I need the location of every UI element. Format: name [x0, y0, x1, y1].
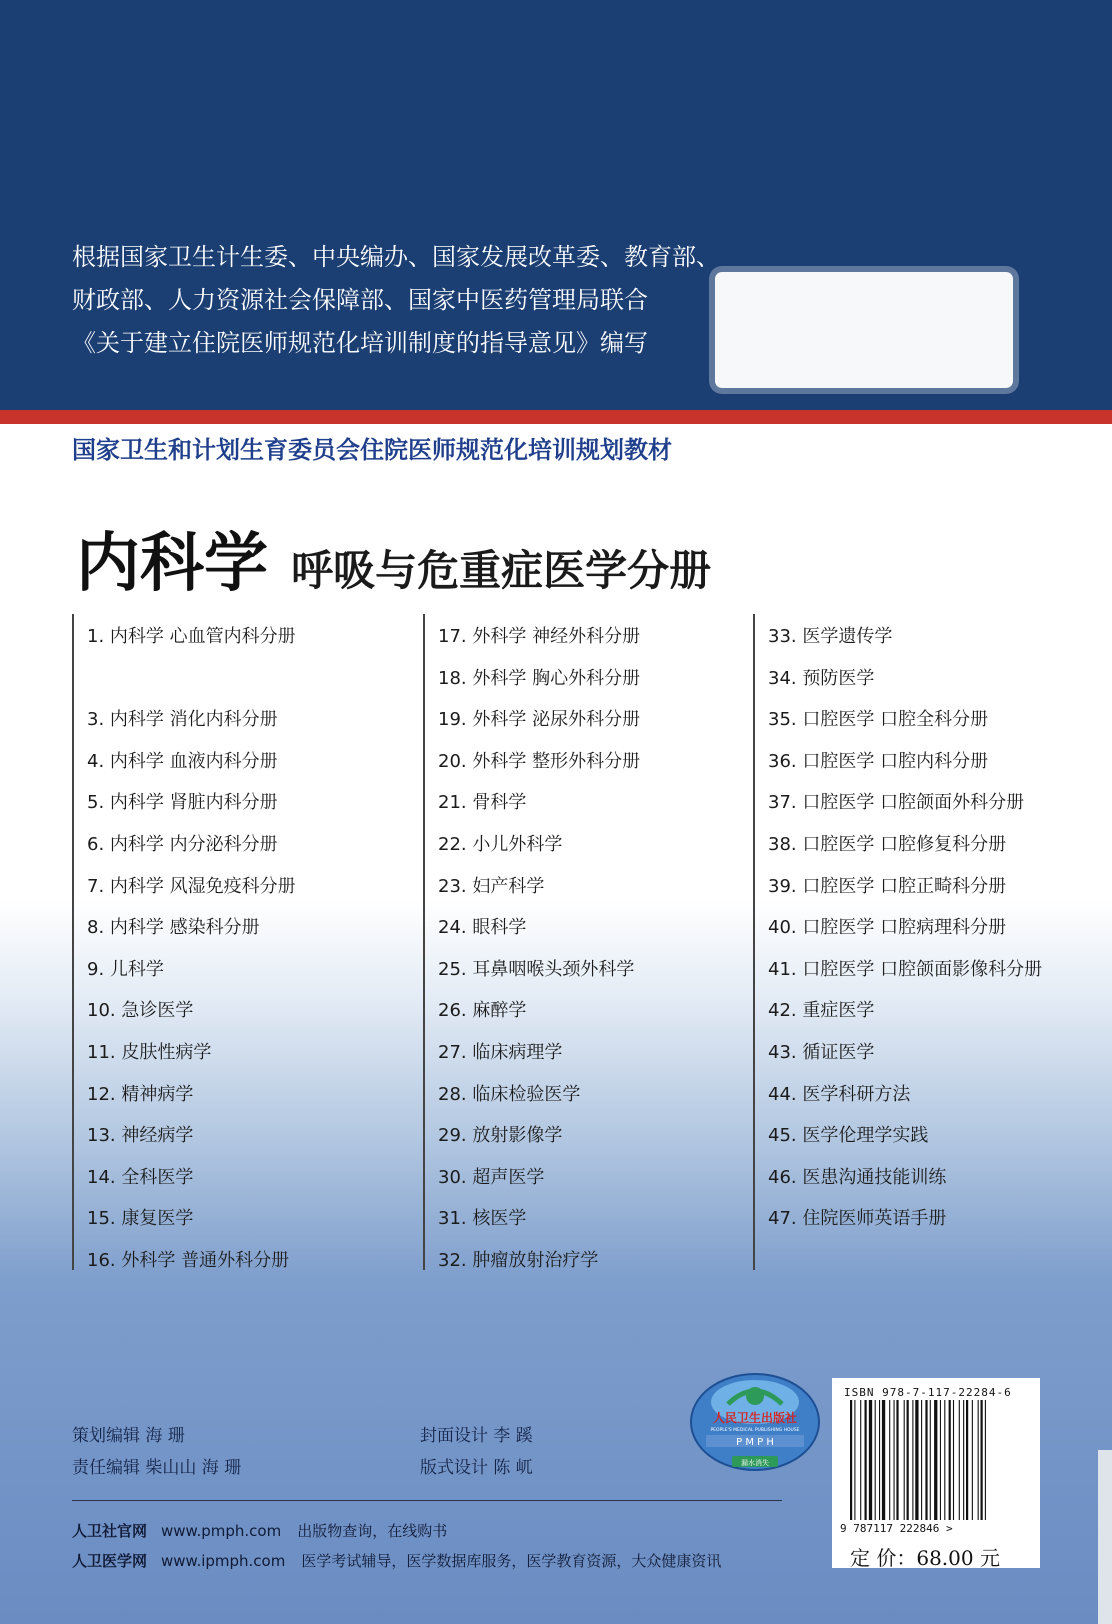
book-list-item-label: 25. 耳鼻咽喉头颈外科学 [438, 958, 635, 980]
logo-english: PEOPLE'S MEDICAL PUBLISHING HOUSE [710, 1428, 800, 1433]
book-list-item [438, 782, 640, 824]
book-list-item-label: 3. 内科学 消化内科分册 [87, 709, 278, 731]
book-list-item [87, 866, 350, 908]
book-list-item [87, 699, 350, 741]
book-list-item [87, 782, 350, 824]
book-list-item-label: 1. 内科学 心血管内科分册 [87, 626, 296, 647]
book-title-main: 内科学 [76, 526, 268, 601]
book-list-item-label: 24. 眼科学 [438, 917, 527, 939]
planning-editor: 策划编辑 海 珊 [72, 1426, 185, 1446]
book-list-item [438, 699, 640, 741]
book-list-item [768, 741, 1042, 783]
book-list-item [87, 1198, 350, 1240]
book-list-item [438, 616, 640, 658]
book-list-item-label: 10. 急诊医学 [87, 1000, 194, 1022]
book-list-item [768, 1157, 1042, 1199]
book-list-item-label: 4. 内科学 血液内科分册 [87, 750, 278, 772]
book-list-item-label: 29. 放射影像学 [438, 1125, 563, 1147]
book-list-item-label: 33. 医学遗传学 [768, 626, 893, 647]
intro-line: 财政部、人力资源社会保障部、国家中医药管理局联合 [72, 286, 648, 314]
website-name: 人卫医学网 [72, 1552, 148, 1570]
book-list-item [87, 1157, 350, 1199]
book-list-item-label: 31. 核医学 [438, 1208, 527, 1230]
website-row [72, 1520, 447, 1541]
book-list-item-label: 22. 小儿外科学 [438, 833, 563, 855]
blank-sticker-label [715, 272, 1013, 388]
book-list-item-label: 12. 精神病学 [87, 1083, 194, 1105]
isbn-number: ISBN 978-7-117-22284-6 [844, 1386, 1012, 1399]
website-name: 人卫社官网 [72, 1522, 148, 1540]
credits-right [420, 1420, 533, 1484]
cover-design: 封面设计 李 蹊 [420, 1426, 533, 1446]
book-list-item [87, 949, 350, 991]
website-row [72, 1550, 721, 1571]
book-list-item [438, 907, 640, 949]
book-list-column-3 [753, 616, 1042, 1240]
book-list-item [438, 741, 640, 783]
book-list-item-label: 45. 医学伦理学实践 [768, 1125, 929, 1147]
footer-divider [72, 1500, 782, 1501]
column-divider [753, 614, 755, 1270]
book-list-item-label: 47. 住院医师英语手册 [768, 1208, 947, 1230]
book-list-item [438, 1198, 640, 1240]
book-list-item-current [87, 658, 350, 700]
book-list-item-label: 7. 内科学 风湿免疫科分册 [87, 875, 296, 897]
book-list-item [438, 824, 640, 866]
book-list-item-label: 6. 内科学 内分泌科分册 [87, 833, 278, 855]
book-list-item-label: 37. 口腔医学 口腔颌面外科分册 [768, 792, 1025, 814]
book-list-item [438, 1157, 640, 1199]
book-list-item-label: 2. 内科学 呼吸与危重症医学分册 [87, 667, 350, 689]
book-list-item-label: 32. 肿瘤放射治疗学 [438, 1249, 599, 1271]
book-list-item-label: 14. 全科医学 [87, 1166, 194, 1188]
book-list-item [768, 699, 1042, 741]
book-list-item [768, 1032, 1042, 1074]
book-list-item [768, 990, 1042, 1032]
book-list-item [768, 658, 1042, 700]
book-list-item-label: 27. 临床病理学 [438, 1041, 563, 1063]
book-title-sub: 呼吸与危重症医学分册 [291, 546, 712, 595]
book-list-item-label: 35. 口腔医学 口腔全科分册 [768, 709, 989, 731]
book-list-item-label: 9. 儿科学 [87, 958, 164, 980]
book-list-item [768, 907, 1042, 949]
book-list-item-label: 8. 内科学 感染科分册 [87, 917, 260, 939]
book-list-item [87, 907, 350, 949]
book-list-column-2 [423, 616, 640, 1282]
book-list-item [87, 1240, 350, 1282]
isbn-barcode-box [832, 1378, 1040, 1568]
book-list-item [87, 741, 350, 783]
book-list-item [768, 824, 1042, 866]
book-list-item [438, 990, 640, 1032]
book-list-item-label: 36. 口腔医学 口腔内科分册 [768, 750, 989, 772]
layout-design: 版式设计 陈 屼 [420, 1458, 533, 1478]
book-list-item [438, 949, 640, 991]
website-url[interactable]: www.ipmph.com [161, 1552, 286, 1570]
book-list-item [438, 1115, 640, 1157]
series-title: 国家卫生和计划生育委员会住院医师规范化培训规划教材 [72, 436, 672, 464]
book-list-item-label: 16. 外科学 普通外科分册 [87, 1249, 290, 1271]
book-list-item-label: 30. 超声医学 [438, 1166, 545, 1188]
book-list-item [438, 658, 640, 700]
book-list-item-label: 40. 口腔医学 口腔病理科分册 [768, 917, 1007, 939]
book-list-item [768, 616, 1042, 658]
intro-line: 《关于建立住院医师规范化培训制度的指导意见》编写 [72, 329, 648, 357]
website-url[interactable]: www.pmph.com [161, 1522, 282, 1540]
book-list-item [87, 1115, 350, 1157]
book-list-column-1 [72, 616, 350, 1282]
book-list-item-label: 28. 临床检验医学 [438, 1083, 581, 1105]
book-list-item-label: 15. 康复医学 [87, 1208, 194, 1230]
book-list-item-label: 26. 麻醉学 [438, 1000, 527, 1022]
book-list-item [768, 866, 1042, 908]
book-list-item [438, 1032, 640, 1074]
book-list-item-label: 18. 外科学 胸心外科分册 [438, 667, 641, 689]
website-desc: 出版物查询，在线购书 [297, 1522, 448, 1540]
book-list-item [87, 1074, 350, 1116]
book-list-item [438, 866, 640, 908]
logo-name: 人民卫生出版社 [712, 1411, 798, 1425]
publisher-logo-icon [688, 1372, 822, 1474]
book-list-item-label: 19. 外科学 泌尿外科分册 [438, 709, 641, 731]
book-list-item-label: 46. 医患沟通技能训练 [768, 1166, 947, 1188]
intro-text [72, 236, 720, 365]
book-list-item [768, 1115, 1042, 1157]
book-list-item [768, 1074, 1042, 1116]
book-list-item-label: 39. 口腔医学 口腔正畸科分册 [768, 875, 1007, 897]
book-list-item [87, 824, 350, 866]
book-list-item-label: 5. 内科学 肾脏内科分册 [87, 792, 278, 814]
book-list-item-label: 41. 口腔医学 口腔颌面影像科分册 [768, 958, 1043, 980]
book-list-item [438, 1074, 640, 1116]
credits-left [72, 1420, 241, 1484]
intro-line: 根据国家卫生计生委、中央编办、国家发展改革委、教育部、 [72, 243, 720, 271]
book-list-item [87, 616, 350, 658]
website-desc: 医学考试辅导，医学数据库服务，医学教育资源，大众健康资讯 [301, 1552, 722, 1570]
logo-label: 漏水消失 [741, 1459, 769, 1467]
book-title [76, 512, 711, 604]
column-divider [423, 614, 425, 1270]
barcode-icon [848, 1400, 1026, 1520]
page-edge [1098, 1450, 1112, 1624]
book-list-item-label: 21. 骨科学 [438, 792, 527, 814]
price: 定 价：68.00 元 [850, 1546, 1000, 1570]
column-divider [72, 614, 74, 1270]
book-list-item [768, 1198, 1042, 1240]
book-list-item [438, 1240, 640, 1282]
book-list-item-label: 17. 外科学 神经外科分册 [438, 626, 641, 647]
barcode-digits: 9 787117 222846 > [840, 1522, 953, 1535]
book-list-item [87, 990, 350, 1032]
book-list-item-label: 13. 神经病学 [87, 1125, 194, 1147]
book-list-item [768, 782, 1042, 824]
book-list-item-label: 11. 皮肤性病学 [87, 1041, 212, 1063]
book-list-item-label: 43. 循证医学 [768, 1041, 875, 1063]
book-list-item-label: 42. 重症医学 [768, 1000, 875, 1022]
book-list-item [87, 1032, 350, 1074]
book-list-item [768, 949, 1042, 991]
book-list-item-label: 23. 妇产科学 [438, 875, 545, 897]
logo-abbr: P M P H [736, 1437, 774, 1448]
red-stripe [0, 410, 1112, 424]
book-list-item-label: 44. 医学科研方法 [768, 1083, 911, 1105]
book-list-item-label: 34. 预防医学 [768, 667, 875, 689]
responsible-editor: 责任编辑 柴山山 海 珊 [72, 1458, 242, 1478]
book-list-item-label: 38. 口腔医学 口腔修复科分册 [768, 833, 1007, 855]
book-list-item-label: 20. 外科学 整形外科分册 [438, 750, 641, 772]
